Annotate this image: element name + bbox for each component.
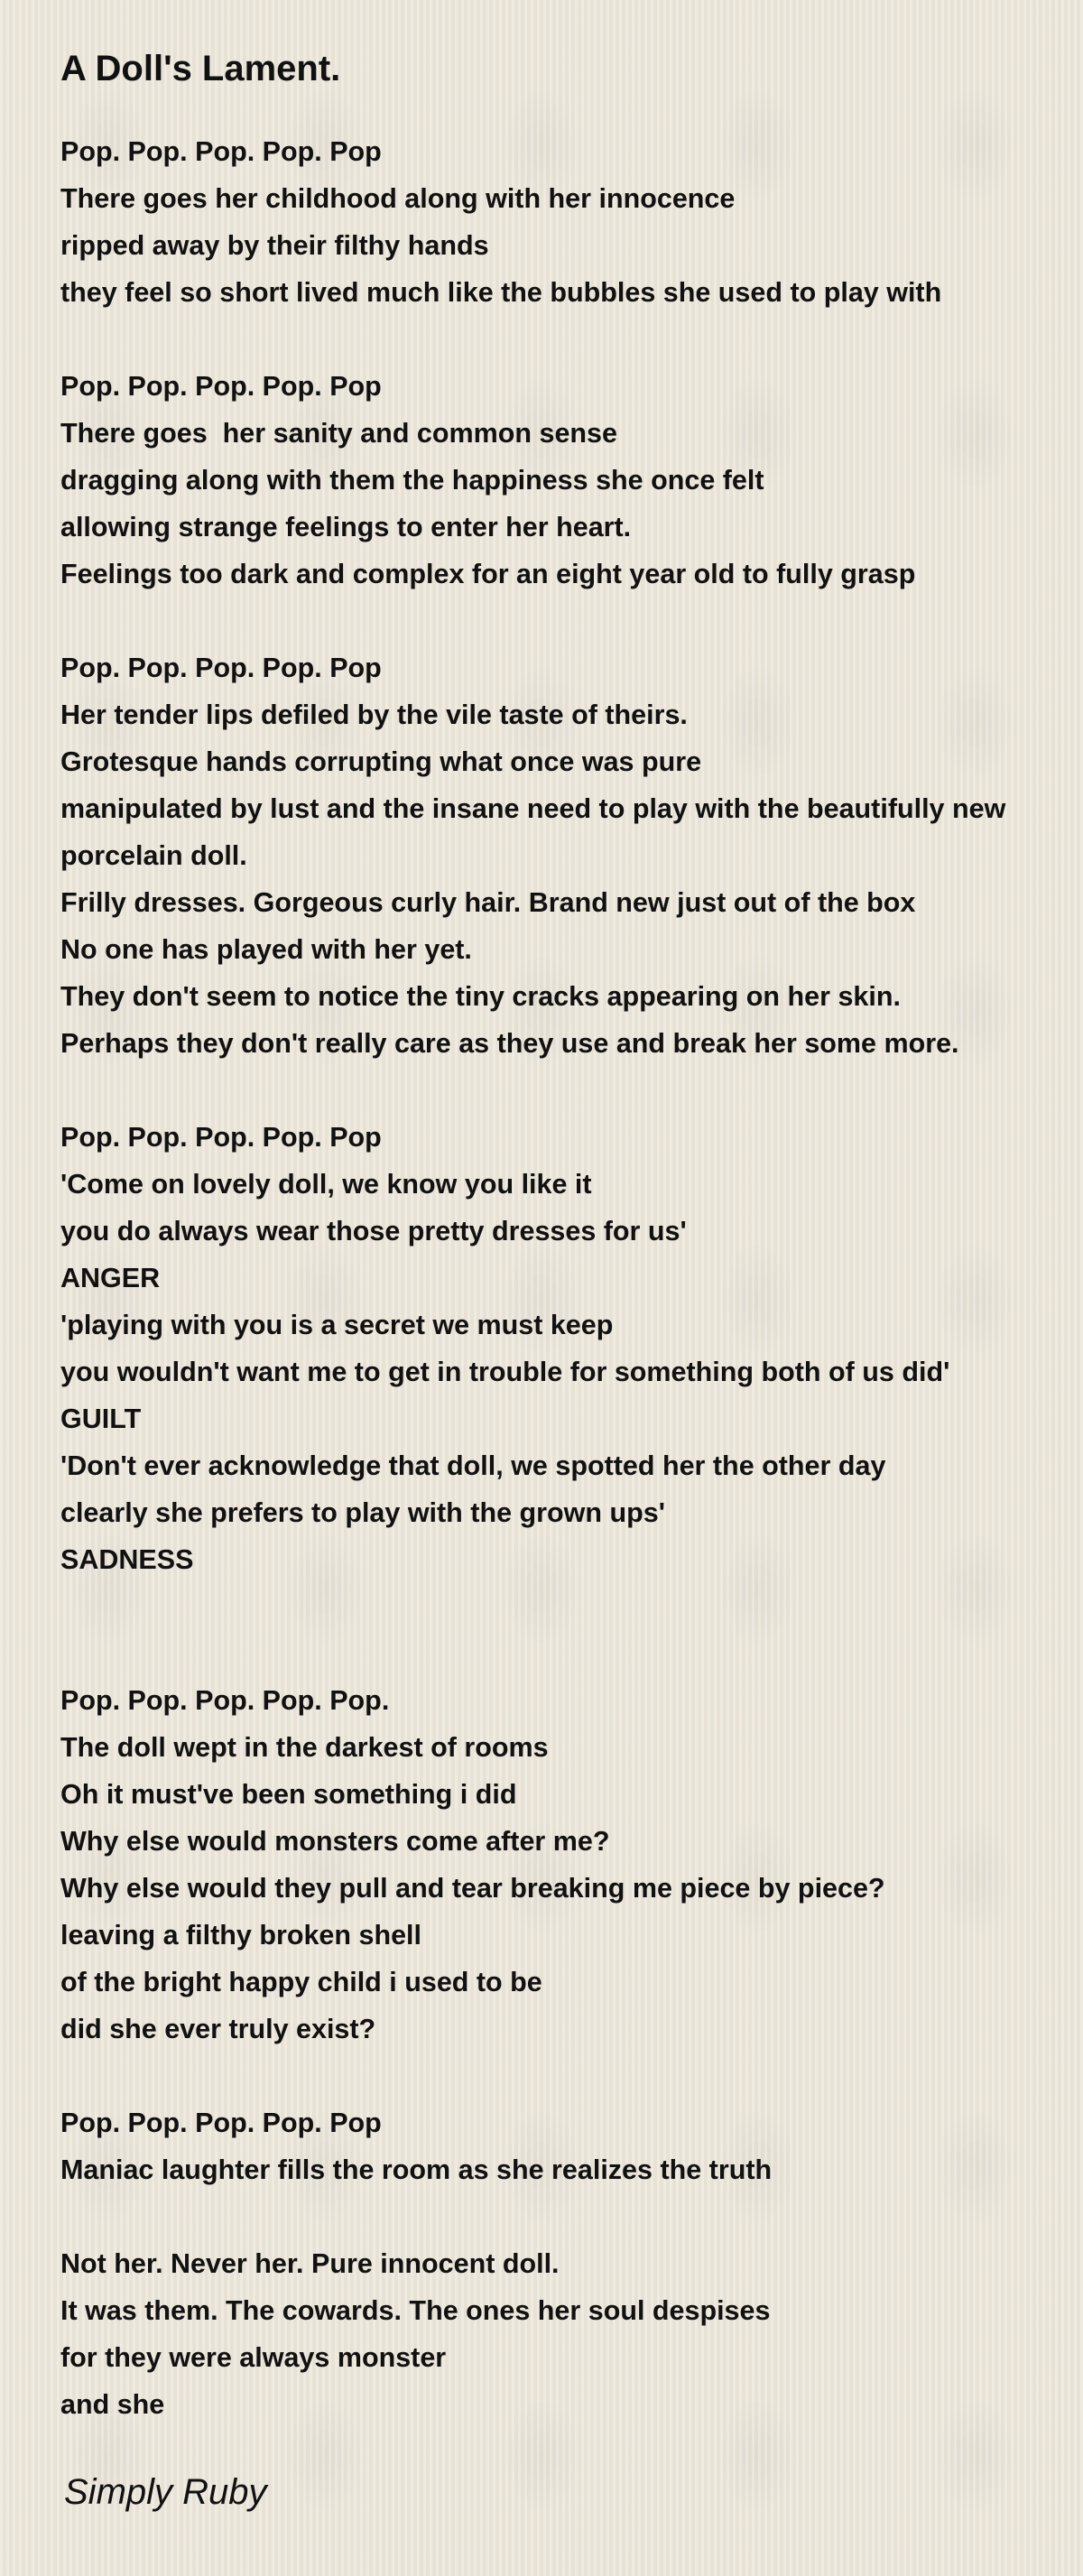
poem-author: Simply Ruby <box>64 2472 267 2512</box>
poem-line: leaving a filthy broken shell <box>60 1920 421 1951</box>
poem-line: There goes her childhood along with her innocence <box>60 183 736 214</box>
stanza <box>60 363 1029 598</box>
poem-line: clearly she prefers to play with the grown ups' <box>60 1497 665 1528</box>
poem-line: ripped away by their filthy hands <box>60 230 489 261</box>
poem-line: ANGER <box>60 1263 161 1293</box>
poem-line: manipulated by lust and the insane need to play with the beautifully new porcelain doll. <box>60 793 1006 871</box>
stanza <box>60 1677 1029 2052</box>
poem-line: did she ever truly exist? <box>60 2014 376 2044</box>
poem-line: Grotesque hands corrupting what once was pure <box>60 746 702 777</box>
poem-line: Pop. Pop. Pop. Pop. Pop <box>60 1122 382 1153</box>
poem-title: A Doll's Lament. <box>60 49 341 88</box>
poem-line: Pop. Pop. Pop. Pop. Pop. <box>60 1685 390 1716</box>
poem-line: 'Don't ever acknowledge that doll, we spotted her the other day <box>60 1450 886 1481</box>
poem-body <box>60 128 1029 2428</box>
stanza <box>60 1114 1029 1583</box>
poem-line: GUILT <box>60 1404 142 1434</box>
poem-line: SADNESS <box>60 1544 194 1575</box>
poem-line: you do always wear those pretty dresses for us' <box>60 1216 687 1246</box>
poem-line: No one has played with her yet. <box>60 934 472 965</box>
poem-line: There goes her sanity and common sense <box>60 418 617 449</box>
poem-line: Perhaps they don't really care as they use and break her some more. <box>60 1028 959 1059</box>
stanza <box>60 128 1029 316</box>
poem-line: Frilly dresses. Gorgeous curly hair. Brand new just out of the box <box>60 887 916 918</box>
poem-line: Maniac laughter fills the room as she realizes the truth <box>60 2154 773 2185</box>
poem-line: you wouldn't want me to get in trouble for something both of us did' <box>60 1357 950 1387</box>
stanza <box>60 2240 1029 2428</box>
poem-line: Oh it must've been something i did <box>60 1779 517 1810</box>
stanza <box>60 2099 1029 2193</box>
poem-line: and she <box>60 2389 165 2420</box>
poem-line: The doll wept in the darkest of rooms <box>60 1732 549 1763</box>
poem-line: They don't seem to notice the tiny cracks appearing on her skin. <box>60 981 901 1012</box>
poem-line: Her tender lips defiled by the vile taste of theirs. <box>60 700 688 730</box>
poem-line: It was them. The cowards. The ones her soul despises <box>60 2295 771 2326</box>
poem-line: Pop. Pop. Pop. Pop. Pop <box>60 2108 382 2138</box>
poem-line: they feel so short lived much like the bubbles she used to play with <box>60 277 942 308</box>
poem-line: of the bright happy child i used to be <box>60 1967 542 1997</box>
poem-line: 'playing with you is a secret we must keep <box>60 1310 614 1340</box>
poem-line: Not her. Never her. Pure innocent doll. <box>60 2248 560 2279</box>
poem-line: Feelings too dark and complex for an eight year old to fully grasp <box>60 559 916 589</box>
poem-line: Why else would monsters come after me? <box>60 1826 610 1857</box>
poem-line: Why else would they pull and tear breaking me piece by piece? <box>60 1873 885 1904</box>
poem-line: Pop. Pop. Pop. Pop. Pop <box>60 653 382 683</box>
poem-line: 'Come on lovely doll, we know you like it <box>60 1169 592 1200</box>
poem-line: for they were always monster <box>60 2342 447 2373</box>
poem-line: Pop. Pop. Pop. Pop. Pop <box>60 371 382 402</box>
poem-line: dragging along with them the happiness she once felt <box>60 465 764 496</box>
poem-line: Pop. Pop. Pop. Pop. Pop <box>60 136 382 167</box>
poem-line: allowing strange feelings to enter her heart. <box>60 512 632 542</box>
stanza <box>60 644 1029 1067</box>
